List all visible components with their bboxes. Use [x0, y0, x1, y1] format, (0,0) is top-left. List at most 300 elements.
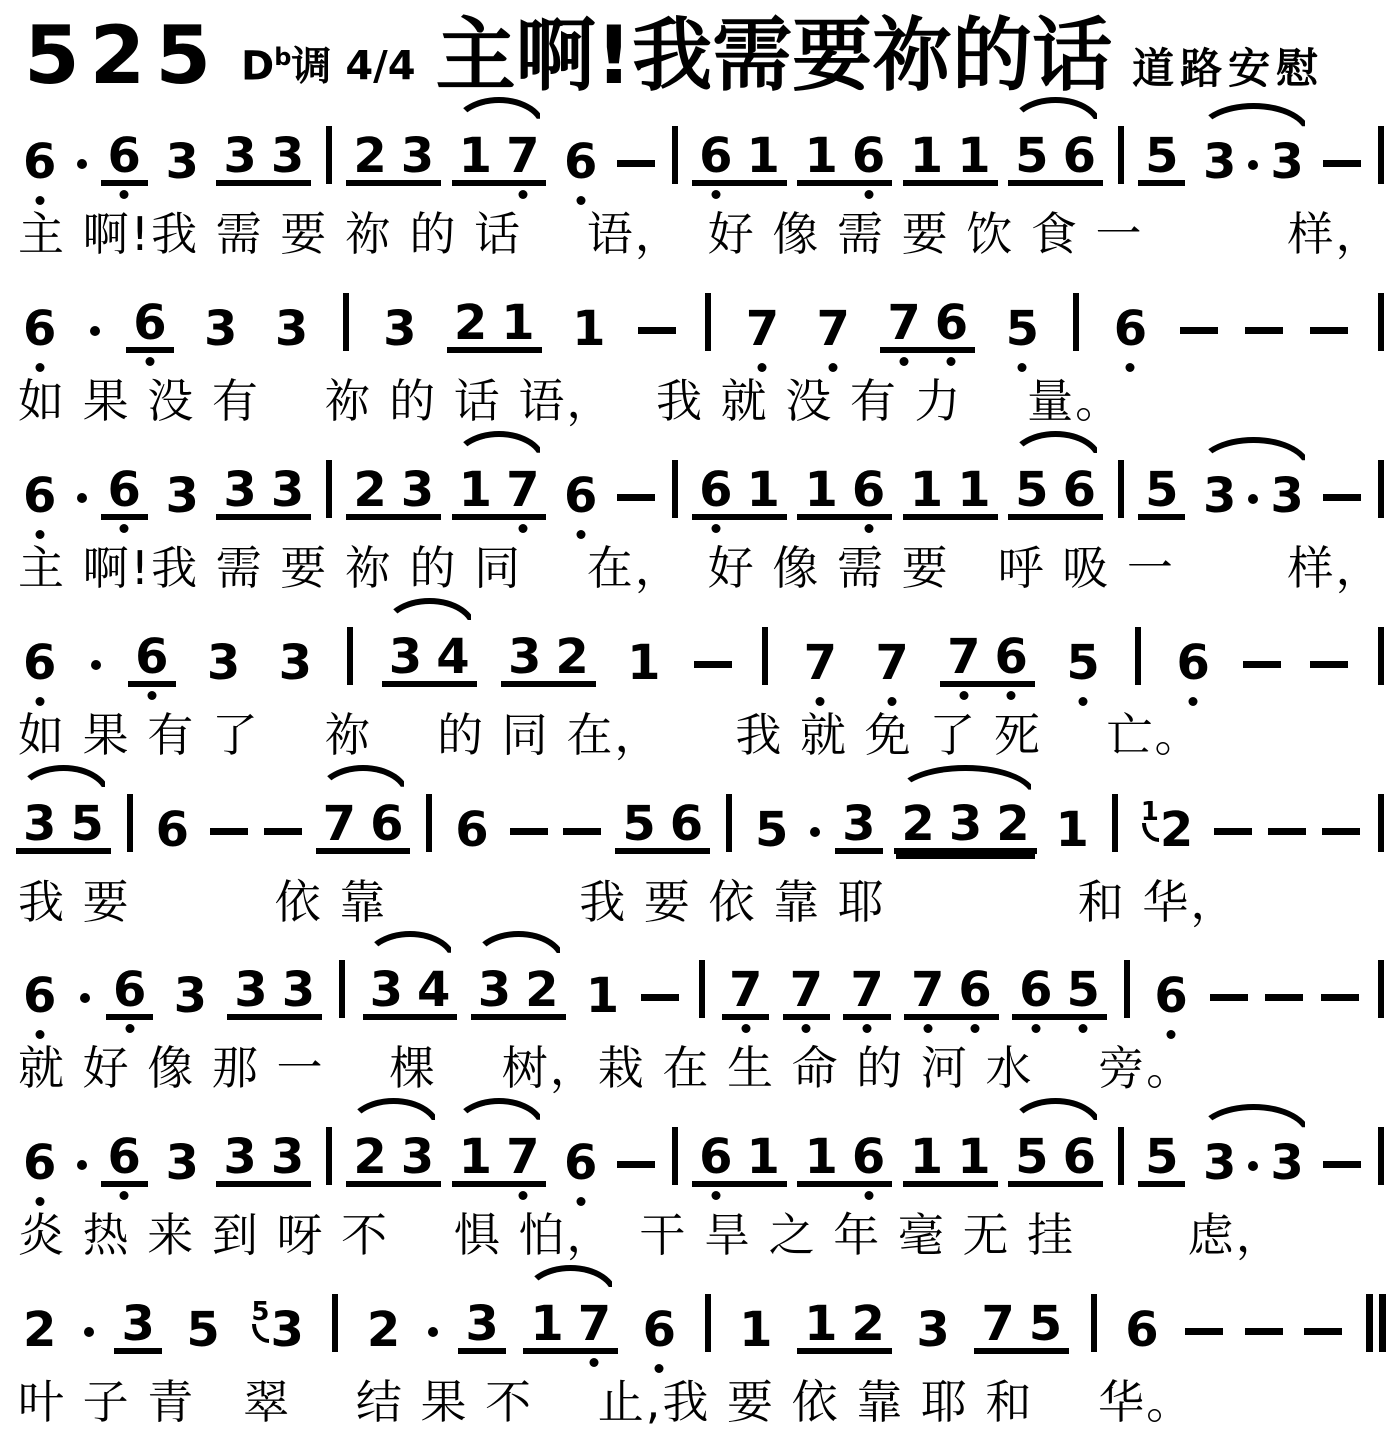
augmentation-dot: [810, 827, 820, 837]
octave-dot-low: [35, 1030, 44, 1039]
note: 7: [810, 305, 857, 353]
note: 12: [1140, 796, 1194, 858]
note: 7: [571, 1300, 618, 1348]
note-group: [1049, 801, 1096, 858]
note: 3: [121, 1296, 155, 1353]
note-group: [106, 962, 153, 1020]
note-group: [1008, 461, 1103, 520]
note-group: [448, 801, 495, 858]
note-group: [101, 1129, 148, 1187]
note: 6: [928, 299, 975, 347]
note: 1: [746, 461, 780, 518]
duration-dash: [510, 828, 548, 835]
augmentation-dot: [1248, 160, 1258, 170]
augmentation-dot: [1248, 494, 1258, 504]
note-group: [1196, 1135, 1311, 1192]
barline: [1135, 627, 1141, 685]
barline: [1378, 960, 1384, 1018]
note: 1: [909, 128, 944, 184]
note: 3: [388, 628, 423, 685]
note-group: [748, 801, 795, 858]
octave-dot-low: [1126, 363, 1135, 372]
note: 3: [165, 1135, 199, 1192]
note-group: [557, 1135, 604, 1192]
duration-dash: [1304, 1328, 1342, 1335]
barline: [1118, 460, 1124, 518]
lyric-line-8: 叶 子 青 翠 结 果 不 止,我 要 依 靠 耶 和 华。: [18, 1375, 1195, 1429]
note-group: [1008, 128, 1103, 186]
octave-dot-low: [1079, 1024, 1088, 1033]
barline: [705, 1294, 711, 1352]
note: 3: [270, 1129, 305, 1186]
note: 1: [804, 461, 838, 518]
note: 3: [204, 300, 238, 357]
note: 6: [126, 299, 173, 347]
note: 3: [507, 628, 542, 685]
note: 2: [996, 795, 1030, 852]
lyric-line-4: 如 果 有 了 祢 的 同 在， 我 就 免 了 死 亡。: [18, 707, 1203, 762]
flat-symbol: b: [274, 42, 292, 71]
final-bar-stroke: [1379, 1294, 1386, 1352]
note: 6: [101, 466, 148, 514]
note: 1: [804, 128, 838, 184]
note-group: [126, 294, 173, 353]
barline: [347, 627, 353, 685]
note-group: [1138, 461, 1185, 520]
note: 7: [499, 466, 546, 514]
note: 5: [1145, 128, 1179, 184]
duration-dash: [1323, 1161, 1361, 1168]
note-group: [179, 1302, 226, 1359]
barline: [127, 794, 133, 852]
note: 6: [1062, 1129, 1096, 1186]
note-group: [101, 128, 148, 186]
note: 1: [957, 1129, 991, 1186]
note: 1: [458, 461, 493, 518]
note: 3: [1270, 1135, 1304, 1192]
note-group: [227, 962, 322, 1020]
music-line-2: [14, 265, 1390, 373]
note-group: [1138, 128, 1185, 186]
note-group: [722, 962, 769, 1020]
note: 2: [353, 1129, 387, 1186]
note: 3: [948, 795, 983, 852]
note: 3: [1203, 134, 1237, 190]
note-group: [557, 467, 604, 524]
note: 6: [988, 633, 1035, 681]
note: 6: [370, 795, 404, 852]
note: 6: [455, 801, 489, 858]
music-line-5: [14, 766, 1390, 874]
duration-dash: [1310, 661, 1348, 668]
note: 6: [1169, 639, 1216, 687]
barline: [1118, 126, 1124, 184]
octave-dot-low: [711, 190, 720, 199]
note: 3: [281, 962, 316, 1019]
note: 3: [270, 128, 305, 184]
octave-dot-low: [1189, 697, 1198, 706]
duration-dash: [617, 160, 655, 167]
octave-dot-low: [888, 697, 897, 706]
barline: [1091, 1294, 1097, 1352]
octave-dot-low: [864, 524, 873, 533]
final-barline: [1366, 1294, 1386, 1352]
note: 5: [1145, 1129, 1179, 1186]
note: 6: [669, 795, 704, 852]
augmentation-dot: [90, 326, 100, 336]
augmentation-dot: [80, 993, 90, 1003]
grace-note: 1: [1140, 796, 1159, 827]
barline: [1118, 1127, 1124, 1185]
note: 6: [845, 1133, 892, 1181]
duration-dash: [1185, 1328, 1223, 1335]
note-group: [909, 1302, 956, 1359]
note: 1: [585, 968, 620, 1025]
note: 1: [957, 128, 991, 184]
note-group: [1196, 134, 1311, 190]
octave-dot-low: [518, 524, 527, 533]
note: 6: [557, 1139, 604, 1187]
octave-dot-low: [518, 190, 527, 199]
duration-dash: [210, 828, 248, 835]
octave-dot-low: [576, 1197, 585, 1206]
note-group: [835, 795, 882, 854]
octave-dot-low: [971, 1024, 980, 1033]
octave-dot-low: [923, 1024, 932, 1033]
octave-dot-low: [1031, 1024, 1040, 1033]
note-group: [1138, 1129, 1185, 1187]
note: 5: [1028, 1296, 1063, 1353]
octave-dot-low: [802, 1024, 811, 1033]
note-group: [272, 634, 319, 691]
barline: [326, 1127, 332, 1185]
note: 1: [804, 1296, 838, 1353]
note-group: [810, 300, 857, 357]
barline: [1378, 460, 1384, 518]
note: 7: [940, 633, 987, 681]
note: 3: [165, 467, 199, 524]
note: 3: [223, 461, 257, 518]
note-group: [447, 294, 542, 353]
barline: [326, 126, 332, 184]
note: 3: [270, 461, 305, 518]
note-group: [797, 1129, 892, 1187]
note-group: [1012, 962, 1107, 1020]
note-group: [216, 1129, 311, 1187]
note: 6: [16, 138, 63, 186]
duration-dash: [1245, 1328, 1283, 1335]
note-group: [16, 467, 63, 524]
note-group: [200, 634, 247, 691]
duration-dash: [1243, 661, 1281, 668]
augmentation-dot: [428, 1327, 438, 1337]
octave-dot-low: [1167, 1030, 1176, 1039]
note-group: [268, 300, 315, 357]
note-group: [523, 1296, 618, 1354]
octave-dot-low: [576, 196, 585, 205]
note: 7: [797, 639, 844, 687]
lyric-line-3: 主 啊!我 需 要 祢 的 同 在， 好 像 需 要 呼 吸 一 样，: [18, 540, 1384, 595]
octave-dot-low: [816, 697, 825, 706]
note: 3: [223, 128, 257, 184]
note: 5: [1059, 639, 1106, 687]
barline: [343, 293, 349, 351]
note: 5: [186, 1302, 220, 1359]
note-group: [16, 1135, 63, 1192]
note: 1: [530, 1296, 564, 1353]
note: 3: [173, 968, 208, 1025]
note-group: [1008, 1129, 1103, 1187]
barline: [762, 627, 768, 685]
note-group: [1134, 796, 1201, 858]
note: 6: [155, 801, 189, 858]
note-group: [346, 461, 441, 520]
octave-dot-low: [711, 524, 720, 533]
music-line-8: [14, 1266, 1390, 1374]
note-group: [1059, 634, 1106, 691]
note-group: [244, 1297, 311, 1359]
note: 5: [1015, 128, 1049, 184]
note: 3: [383, 300, 417, 357]
grace-note: 5: [251, 1297, 270, 1328]
note: 6: [557, 138, 604, 186]
duration-dash: [1210, 994, 1248, 1001]
note: 2: [901, 795, 935, 852]
note: 5: [754, 801, 789, 858]
note-group: [452, 1129, 547, 1187]
note: 1: [572, 300, 606, 357]
note: 3: [465, 1296, 499, 1353]
note: 3: [1270, 467, 1304, 524]
octave-dot-low: [1007, 691, 1016, 700]
note: 6: [951, 966, 998, 1014]
note-group: [197, 300, 244, 357]
octave-dot-low: [900, 357, 909, 366]
note-group: [903, 1129, 998, 1187]
augmentation-dot: [77, 1160, 87, 1170]
note-group: [999, 300, 1046, 357]
note: 6: [692, 132, 739, 180]
note: 3: [400, 461, 435, 518]
song-title: 主啊!我需要祢的话: [435, 9, 1113, 102]
note: 4: [436, 628, 470, 685]
note-group: [1147, 968, 1194, 1025]
note: 6: [101, 1133, 148, 1181]
key-signature: [241, 42, 416, 89]
barline: [332, 1294, 338, 1352]
note: 5: [1145, 461, 1179, 518]
lyric-line-7: 炎 热 来 到 呀 不 惧 怕， 干 旱 之 年 毫 无 挂 虑，: [18, 1208, 1284, 1263]
note-group: [797, 1296, 892, 1354]
note: 1: [458, 128, 493, 184]
note: 6: [101, 132, 148, 180]
note-group: [216, 461, 311, 520]
note-group: [615, 795, 710, 854]
note-group: [1169, 634, 1216, 691]
octave-dot-low: [863, 1024, 872, 1033]
octave-dot-low: [120, 524, 129, 533]
barline: [672, 126, 678, 184]
note-group: [579, 968, 626, 1025]
note: 3: [274, 300, 309, 357]
duration-dash: [264, 828, 302, 835]
note-group: [1118, 1302, 1165, 1359]
note-group: [797, 461, 892, 520]
note: 5: [1015, 1129, 1049, 1186]
note-group: [843, 962, 890, 1020]
octave-dot-low: [147, 691, 156, 700]
note-group: [904, 962, 999, 1020]
note-group: [16, 300, 63, 357]
octave-dot-low: [741, 1024, 750, 1033]
key-word: 调: [291, 43, 332, 89]
duration-dash: [617, 494, 655, 501]
note-group: [501, 628, 596, 687]
note-group: [360, 1302, 407, 1359]
note-group: [452, 128, 547, 186]
note: 7: [904, 966, 951, 1014]
note-group: [636, 1302, 683, 1359]
octave-dot-low: [711, 1191, 720, 1200]
octave-dot-low: [590, 1358, 599, 1367]
barline: [339, 960, 345, 1018]
note: 3: [369, 962, 404, 1019]
note: 2: [851, 1296, 885, 1353]
barline: [1378, 1127, 1384, 1185]
note-group: [158, 1135, 205, 1192]
note-group: [940, 628, 1035, 687]
note-group: [316, 795, 411, 854]
octave-dot-low: [864, 190, 873, 199]
note-group: [903, 461, 998, 520]
barline: [1378, 293, 1384, 351]
note: 3: [1270, 134, 1304, 190]
note: 3: [165, 134, 199, 190]
note-group: [974, 1296, 1069, 1354]
note: 6: [16, 472, 63, 520]
duration-dash: [1322, 828, 1360, 835]
barline: [1073, 293, 1079, 351]
note-group: [16, 968, 63, 1025]
barline: [705, 293, 711, 351]
note-group: [363, 962, 458, 1020]
octave-dot-low: [758, 363, 767, 372]
octave-dot-low: [1079, 697, 1088, 706]
augmentation-dot: [1248, 1161, 1258, 1171]
note: 2: [525, 962, 559, 1019]
octave-dot-low: [35, 530, 44, 539]
note: 3: [842, 795, 876, 852]
note: 5: [1015, 461, 1049, 518]
time-signature: 4/4: [345, 43, 416, 89]
augmentation-dot: [84, 1327, 94, 1337]
barline: [1112, 794, 1118, 852]
note: 6: [692, 1133, 739, 1181]
duration-dash: [1323, 160, 1361, 167]
note: 1: [739, 1302, 773, 1359]
octave-dot-low: [655, 1364, 664, 1373]
note: 2: [453, 294, 488, 351]
barline: [726, 794, 732, 852]
octave-dot-low: [829, 363, 838, 372]
barline: [1378, 627, 1384, 685]
note: 1: [804, 1129, 838, 1186]
note: 5: [1059, 966, 1106, 1014]
note-group: [471, 962, 566, 1020]
note: 6: [1062, 128, 1096, 184]
note-group: [16, 134, 63, 190]
note-group: [880, 294, 975, 353]
octave-dot-low: [125, 1024, 134, 1033]
barline: [326, 460, 332, 518]
note: 1: [909, 461, 944, 518]
note: 3: [916, 1302, 950, 1359]
note: 2: [366, 1302, 401, 1359]
duration-dash: [638, 327, 676, 334]
note: 6: [1062, 461, 1096, 518]
note: 3: [477, 962, 512, 1019]
note-group: [1196, 467, 1311, 524]
note: 5: [70, 795, 104, 852]
note: 3: [1203, 467, 1237, 524]
note: 1: [627, 634, 661, 691]
note-group: [783, 962, 830, 1020]
augmentation-dot: [91, 660, 101, 670]
note: 5: [622, 795, 656, 852]
lyric-line-2: 如 果 没 有 祢 的 话 语， 我 就 没 有 力 量。: [18, 373, 1124, 428]
note: 1: [957, 461, 991, 518]
duration-dash: [1321, 994, 1359, 1001]
augmentation-dot: [77, 493, 87, 503]
note-group: [216, 128, 311, 186]
music-line-3: [14, 432, 1390, 540]
duration-dash: [1180, 327, 1218, 334]
note-group: [128, 628, 175, 687]
note: 6: [16, 305, 63, 353]
note: 2: [353, 461, 387, 518]
note-group: [382, 628, 477, 687]
header: [14, 6, 1390, 102]
note: 1: [909, 1129, 944, 1186]
category-label: 道路安慰: [1132, 43, 1325, 93]
note-group: [158, 134, 205, 190]
note-group: [16, 795, 111, 854]
duration-dash: [563, 828, 601, 835]
note-group: [692, 128, 787, 186]
note-group: [692, 1129, 787, 1187]
note-group: [158, 467, 205, 524]
note-group: [346, 1129, 441, 1187]
barline: [699, 960, 705, 1018]
lyric-line-5: 我 要 依 靠 我 要 依 靠 耶 和 华，: [18, 874, 1239, 929]
note-group: [739, 300, 786, 357]
note: 4: [417, 962, 451, 1019]
note-group: [565, 300, 612, 357]
note: 6: [16, 639, 63, 687]
duration-dash: [1310, 327, 1348, 334]
note: 7: [499, 132, 546, 180]
octave-dot-low: [1018, 363, 1027, 372]
final-bar-stroke: [1366, 1294, 1373, 1352]
music-line-1: [14, 98, 1390, 206]
barline: [672, 1127, 678, 1185]
note: 3: [1203, 1135, 1237, 1192]
note-group: [732, 1302, 779, 1359]
note: 6: [1107, 305, 1154, 353]
note: 6: [845, 132, 892, 180]
note: 7: [783, 966, 830, 1014]
octave-dot-low: [947, 357, 956, 366]
